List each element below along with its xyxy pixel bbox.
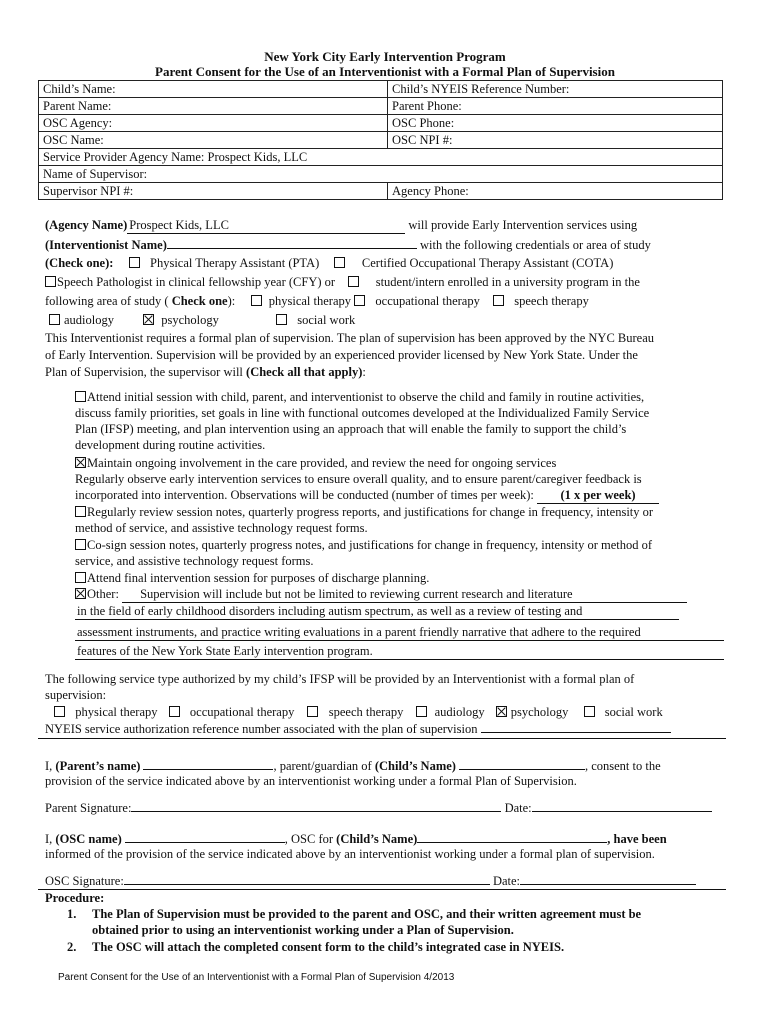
duty-initial-text-4: development during routine activities. — [75, 438, 266, 452]
parent-signature-line — [45, 800, 712, 816]
parent-phone-field[interactable]: Parent Phone: — [388, 98, 723, 115]
duty-cosign-text-1: Co-sign session notes, quarterly progress notes, and justifications for change in frequency, intensity or method of — [87, 538, 653, 552]
study-st-label: speech therapy — [514, 294, 589, 308]
pta-label: Physical Therapy Assistant (PTA) — [150, 256, 320, 270]
svc-st-checkbox[interactable] — [307, 706, 318, 717]
duty-review-notes — [75, 505, 653, 520]
procedure-item-1b: obtained prior to using an interventionist working under a Plan of Supervision. — [92, 923, 514, 937]
svc-psych-label: psychology — [510, 705, 569, 719]
osc-npi-field[interactable]: OSC NPI #: — [388, 132, 723, 149]
agency-phone-field[interactable]: Agency Phone: — [388, 183, 723, 200]
osc-name-input[interactable] — [125, 831, 285, 843]
osc-phone-field[interactable]: OSC Phone: — [388, 115, 723, 132]
osc-signature-label: OSC Signature: — [45, 874, 124, 888]
duty-initial-session — [75, 390, 644, 405]
cota-checkbox[interactable] — [334, 257, 345, 268]
study-ot-checkbox[interactable] — [354, 295, 365, 306]
agency-tail: will provide Early Intervention services using — [405, 218, 638, 232]
osc-date-label: Date: — [489, 874, 521, 888]
duty-initial-checkbox[interactable] — [75, 391, 86, 402]
osc-consent-mid: , OSC for — [284, 832, 337, 846]
study-sw-checkbox[interactable] — [276, 314, 287, 325]
duty-final-checkbox[interactable] — [75, 572, 86, 583]
service-type-options — [54, 705, 663, 720]
service-type-line-2: supervision: — [45, 688, 107, 702]
duty-final-session — [75, 571, 429, 586]
duty-initial-text-3: Plan (IFSP) meeting, and plan intervention using an approach that will enable the family to support the child’s — [75, 422, 627, 436]
svc-aud-checkbox[interactable] — [416, 706, 427, 717]
parent-consent-line-2: provision of the service indicated above by an interventionist working under a formal Plan of Supervision. — [45, 774, 577, 788]
form-title: New York City Early Intervention Program — [264, 49, 506, 64]
duty-other-checkbox[interactable] — [75, 588, 86, 599]
study-st-checkbox[interactable] — [493, 295, 504, 306]
intro-line-3 — [45, 365, 366, 380]
study-prefix: following area of study ( — [45, 294, 169, 308]
duty-final-text: Attend final intervention session for purposes of discharge planning. — [87, 571, 430, 585]
svc-pt-checkbox[interactable] — [54, 706, 65, 717]
study-ot-label: occupational therapy — [375, 294, 480, 308]
duty-initial-text-1: Attend initial session with child, parent, and interventionist to observe the child and family in routine activities, — [87, 390, 645, 404]
svc-st-label: speech therapy — [328, 705, 404, 719]
other-text-line-4-wrap — [75, 644, 724, 660]
page-footer: Parent Consent for the Use of an Interventionist with a Formal Plan of Supervision 4/2013 — [58, 972, 455, 983]
parent-consent-mid: , parent/guardian of — [273, 759, 375, 773]
osc-signature-line — [45, 873, 696, 889]
agency-name-input[interactable]: Prospect Kids, LLC — [127, 218, 405, 234]
duty-ongoing-checkbox[interactable] — [75, 457, 86, 468]
interventionist-tail: with the following credentials or area of study — [416, 238, 651, 252]
pta-checkbox[interactable] — [129, 257, 140, 268]
child-name-field[interactable]: Child’s Name: — [39, 81, 388, 98]
duty-review-text-2: method of service, and assistive technology request forms. — [75, 521, 368, 535]
interventionist-line — [45, 237, 651, 253]
observation-frequency-label: incorporated into intervention. Observations will be conducted (number of times per week): — [75, 488, 538, 502]
parent-date-label: Date: — [501, 801, 532, 815]
nyeis-auth-input[interactable] — [481, 721, 671, 733]
study-suffix: ): — [227, 294, 236, 308]
duty-other-label: Other: — [87, 587, 123, 601]
svc-aud-label: audiology — [434, 705, 485, 719]
study-pt-label: physical therapy — [268, 294, 352, 308]
duty-ongoing — [75, 456, 556, 471]
intro-line-3c: : — [362, 365, 366, 379]
cota-label: Certified Occupational Therapy Assistant (COTA) — [361, 256, 614, 270]
intro-line-3a: Plan of Supervision, the supervisor will — [45, 365, 247, 379]
svc-sw-checkbox[interactable] — [584, 706, 595, 717]
agency-label: (Agency Name) — [45, 218, 128, 232]
other-text-line-1[interactable]: Supervision will include but not be limited to reviewing current research and literature — [122, 587, 687, 603]
duty-ongoing-line-2 — [75, 488, 659, 504]
parent-name-input[interactable] — [143, 758, 273, 770]
osc-date-input[interactable] — [520, 873, 696, 885]
osc-agency-field[interactable]: OSC Agency: — [39, 115, 388, 132]
info-table — [38, 80, 723, 200]
interventionist-label: (Interventionist Name) — [45, 238, 167, 252]
form-subtitle: Parent Consent for the Use of an Interventionist with a Formal Plan of Supervision — [155, 64, 615, 79]
other-text-line-2-wrap — [75, 604, 679, 620]
procedure-item-1a: The Plan of Supervision must be provided to the parent and OSC, and their written agreement must be — [92, 907, 642, 921]
parent-name-field[interactable]: Parent Name: — [39, 98, 388, 115]
osc-consent-i: I, — [45, 832, 56, 846]
check-one-label: (Check one): — [45, 256, 114, 270]
parent-child-name-input[interactable] — [459, 758, 585, 770]
service-type-line-1: The following service type authorized by my child’s IFSP will be provided by an Interventionist with a formal plan of — [45, 672, 635, 686]
procedure-number-2: 2. — [67, 940, 77, 954]
osc-signature-input[interactable] — [124, 873, 490, 885]
study-line-2 — [49, 313, 355, 328]
supervisor-name-field[interactable]: Name of Supervisor: — [39, 166, 723, 183]
supervisor-npi-field[interactable]: Supervisor NPI #: — [39, 183, 388, 200]
svc-pt-label: physical therapy — [75, 705, 158, 719]
nyeis-reference-field[interactable]: Child’s NYEIS Reference Number: — [388, 81, 723, 98]
study-aud-label: audiology — [64, 313, 114, 327]
study-line — [45, 294, 589, 309]
student-checkbox[interactable] — [348, 276, 359, 287]
parent-consent-i: I, — [45, 759, 56, 773]
study-psych-label: psychology — [161, 313, 219, 327]
osc-consent-line-2: informed of the provision of the service indicated above by an interventionist working under a formal plan of supervision. — [45, 847, 655, 861]
parent-consent-line — [45, 758, 661, 774]
parent-signature-input[interactable] — [131, 800, 501, 812]
cfy-line — [45, 275, 640, 290]
section-divider-2 — [38, 889, 726, 890]
duty-other — [75, 587, 687, 603]
parent-consent-end: , consent to the — [584, 759, 661, 773]
duty-review-checkbox[interactable] — [75, 506, 86, 517]
study-pt-checkbox[interactable] — [251, 295, 262, 306]
duty-cosign-checkbox[interactable] — [75, 539, 86, 550]
check-one-line — [45, 256, 613, 271]
duty-ongoing-text: Maintain ongoing involvement in the care provided, and review the need for ongoing services — [87, 456, 557, 470]
other-text-line-3-wrap — [75, 625, 724, 641]
other-text-line-2[interactable]: in the field of early childhood disorders including autism spectrum, as well as a review of testing and — [75, 604, 679, 620]
duty-cosign-text-2: service, and assistive technology request forms. — [75, 554, 314, 568]
intro-line-1: This Interventionist requires a formal plan of supervision. The plan of supervision has been approved by the NYC Bureau — [45, 331, 654, 345]
study-check-label: Check one — [171, 294, 228, 308]
duty-initial-text-2: discuss family priorities, set goals in line with functional outcomes developed at the Individualized Family Service — [75, 406, 650, 420]
study-aud-checkbox[interactable] — [49, 314, 60, 325]
svc-ot-label: occupational therapy — [189, 705, 295, 719]
parent-name-label: (Parent’s name) — [55, 759, 141, 773]
procedure-item-2: The OSC will attach the completed consent form to the child’s integrated case in NYEIS. — [92, 940, 565, 954]
osc-consent-end: , have been — [607, 832, 667, 846]
child-name-label: (Child’s Name) — [374, 759, 456, 773]
nyeis-auth-line — [45, 721, 671, 737]
check-all-label: (Check all that apply) — [246, 365, 363, 379]
agency-line — [45, 218, 637, 234]
student-label: student/intern enrolled in a university program in the — [375, 275, 640, 289]
slp-label: Speech Pathologist in clinical fellowship year (CFY) or — [57, 275, 336, 289]
observation-frequency-input[interactable]: (1 x per week) — [537, 488, 659, 504]
slp-checkbox[interactable] — [45, 276, 56, 287]
interventionist-name-input[interactable] — [167, 237, 417, 249]
osc-child-name-label: (Child’s Name) — [336, 832, 418, 846]
study-psych-checkbox[interactable] — [143, 314, 154, 325]
osc-name-field[interactable]: OSC Name: — [39, 132, 388, 149]
svc-ot-checkbox[interactable] — [169, 706, 180, 717]
procedure-heading: Procedure: — [45, 891, 105, 905]
duty-ongoing-line-1: Regularly observe early intervention services to ensure overall quality, and to ensure parent/caregiver feedback is — [75, 472, 642, 486]
duty-cosign — [75, 538, 652, 553]
parent-date-input[interactable] — [532, 800, 712, 812]
svc-sw-label: social work — [604, 705, 663, 719]
other-text-line-4[interactable]: features of the New York State Early intervention program. — [75, 644, 724, 660]
osc-name-label: (OSC name) — [55, 832, 122, 846]
study-sw-label: social work — [297, 313, 356, 327]
service-provider-field[interactable]: Service Provider Agency Name: Prospect Kids, LLC — [39, 149, 723, 166]
duty-review-text-1: Regularly review session notes, quarterly progress reports, and justifications for change in frequency, intensity or — [87, 505, 654, 519]
nyeis-auth-label: NYEIS service authorization reference number associated with the plan of supervision — [45, 722, 481, 736]
svc-psych-checkbox[interactable] — [496, 706, 507, 717]
other-text-line-3[interactable]: assessment instruments, and practice writing evaluations in a parent friendly narrative that adhere to the required — [75, 625, 724, 641]
section-divider-1 — [38, 738, 726, 739]
intro-line-2: of Early Intervention. Supervision will be provided by an experienced provider licensed by New York State. Under the — [45, 348, 638, 362]
procedure-number-1: 1. — [67, 907, 77, 921]
parent-signature-label: Parent Signature: — [45, 801, 132, 815]
osc-consent-line — [45, 831, 667, 847]
osc-child-name-input[interactable] — [417, 831, 607, 843]
